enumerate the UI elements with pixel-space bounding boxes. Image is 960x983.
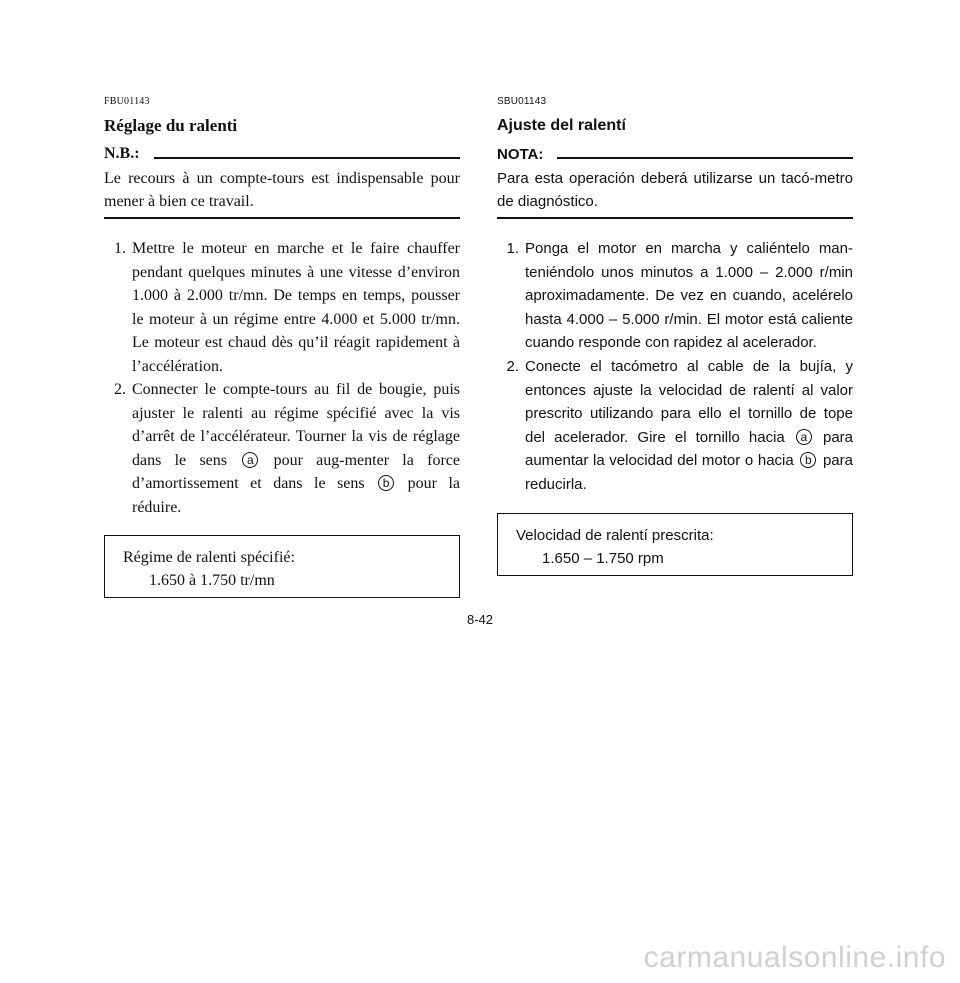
note-rule [154, 157, 460, 159]
section-title: Réglage du ralenti [104, 116, 238, 135]
note-rule [557, 157, 853, 159]
step-item [497, 237, 853, 355]
step-number: 2. [506, 357, 519, 375]
section-code: FBU01143 [104, 96, 150, 107]
step-item [497, 355, 853, 497]
spec-box [497, 513, 853, 576]
step-item [104, 378, 460, 519]
step-number: 1. [114, 240, 126, 257]
step-number: 2. [114, 381, 126, 398]
spec-label: Velocidad de ralentí prescrita: [516, 526, 714, 544]
step-text: pour la réduire. [132, 475, 460, 516]
note-text: Para esta operación deberá utilizarse un tacó-metro de diagnóstico. [497, 170, 853, 210]
spanish-column [497, 96, 853, 576]
section-title: Ajuste del ralentí [497, 117, 626, 134]
spec-value: 1.650 – 1.750 rpm [542, 549, 664, 567]
note-header [497, 144, 853, 164]
watermark: carmanualsonline.info [643, 941, 946, 974]
step-number: 1. [506, 240, 519, 257]
circled-a-marker: a [796, 429, 812, 445]
note-end-rule [497, 217, 853, 219]
french-column [104, 96, 460, 598]
step-item [104, 237, 460, 378]
circled-b-marker: b [800, 452, 816, 468]
spec-box [104, 535, 460, 598]
steps-list [497, 237, 853, 497]
steps-list [104, 237, 460, 519]
section-code: SBU01143 [497, 96, 547, 107]
circled-b-marker: b [378, 475, 394, 491]
step-text: para reducirla. [525, 452, 853, 493]
step-text: Mettre le moteur en marche et le faire chauffer pendant quelques minutes à une vitesse d’environ 1.000 à 2.000 tr/mn. De temps en temps, pousser le moteur à un régime entre 4.000 et 5.000 tr/mn. Le moteur est chaud dès qu’il réagit rapidement à l’accélération. [132, 240, 460, 375]
step-text: pour aug-menter la force d’amortissement et dans le sens [132, 451, 460, 492]
note-end-rule [104, 217, 460, 219]
spec-label: Régime de ralenti spécifié: [123, 549, 295, 566]
note-label: NOTA: [497, 145, 544, 163]
step-text: Conecte el tacómetro al cable de la bujía, y entonces ajuste la velocidad de ralentí al valor prescrito utilizando para ello el tornillo de tope del acelerador. Gire el tornillo hacia [525, 357, 853, 446]
page-number: 8-42 [466, 612, 494, 627]
note-text: Le recours à un compte-tours est indispensable pour mener à bien ce travail. [104, 170, 460, 210]
note-header [104, 144, 460, 164]
step-text: Connecter le compte-tours au fil de bougie, puis ajuster le ralenti au régime spécifié avec la vis d’arrêt de l’accélérateur. Tourner la vis de réglage dans le sens [132, 381, 460, 469]
spec-value: 1.650 à 1.750 tr/mn [149, 572, 275, 589]
note-label: N.B.: [104, 145, 140, 162]
circled-a-marker: a [242, 452, 258, 468]
step-text: Ponga el motor en marcha y caliéntelo man-teniéndolo unos minutos a 1.000 – 2.000 r/min aproximadamente. De vez en cuando, acelérelo hasta 4.000 – 5.000 r/min. El motor está caliente cuando responde con rapidez al acelerador. [525, 240, 853, 352]
step-text: para aumentar la velocidad del motor o hacia [525, 428, 854, 470]
